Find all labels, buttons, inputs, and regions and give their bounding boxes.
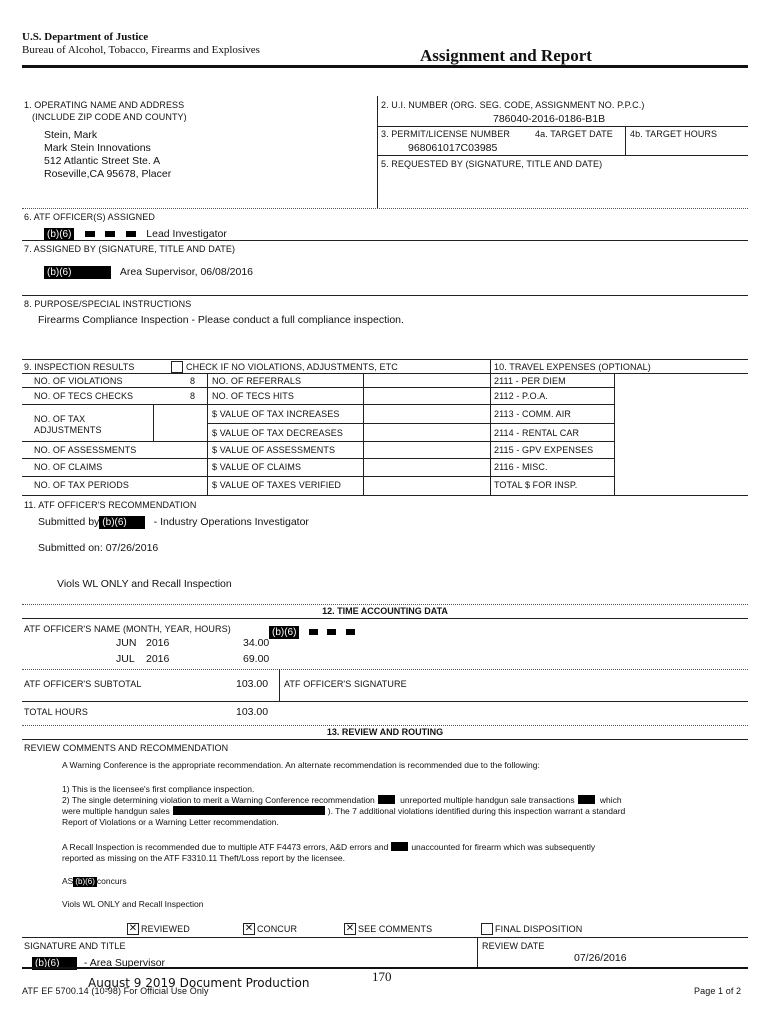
box2-label: 2. U.I. NUMBER (ORG. SEG. CODE, ASSIGNMENT NO. P.P.C.)	[381, 100, 645, 110]
redaction-b6: (b)(6)	[99, 516, 144, 529]
inspection-row-mid: $ VALUE OF TAX INCREASES	[212, 409, 340, 419]
row-rule	[22, 476, 614, 477]
reviewer-title: - Area Supervisor	[83, 957, 166, 969]
row-rule	[22, 240, 748, 241]
col-line	[477, 937, 478, 967]
total-hours-value: 103.00	[236, 706, 269, 718]
assigned-by-value: Area Supervisor, 06/08/2016	[119, 266, 253, 278]
box10-label: 10. TRAVEL EXPENSES (OPTIONAL)	[494, 362, 651, 372]
redaction-b6: (b)(6)	[44, 228, 74, 241]
section-rule	[22, 725, 748, 726]
redaction-mark	[126, 231, 136, 237]
box11-label: 11. ATF OFFICER'S RECOMMENDATION	[24, 500, 197, 510]
as-prefix: AS	[62, 876, 74, 886]
box4a-label: 4a. TARGET DATE	[535, 129, 613, 139]
redaction-mark	[346, 629, 355, 635]
officer-title: Lead Investigator	[146, 228, 227, 240]
review-para1: A Warning Conference is the appropriate recommendation. An alternate recommendation is recommended due to the following:	[62, 760, 540, 770]
travel-row: 2115 - GPV EXPENSES	[494, 445, 594, 455]
time-month: JUN	[116, 637, 137, 649]
final-disposition-label: FINAL DISPOSITION	[495, 924, 583, 934]
subtotal-value: 103.00	[236, 678, 269, 690]
review-item2-text: were multiple handgun sales	[62, 806, 170, 816]
box12-title: 12. TIME ACCOUNTING DATA	[322, 606, 448, 616]
tecs-count: 8	[190, 391, 196, 401]
row-rule	[377, 155, 748, 156]
redaction-mark	[391, 842, 408, 851]
total-hours-label: TOTAL HOURS	[24, 707, 88, 717]
section-rule	[22, 604, 748, 605]
inspection-row-label: NO. OF TAX PERIODS	[34, 480, 129, 490]
department-name: U.S. Department of Justice	[22, 31, 149, 43]
bureau-name: Bureau of Alcohol, Tobacco, Firearms and Explosives	[22, 44, 260, 56]
bates-number: 170	[372, 969, 392, 984]
inspection-row-label: NO. OF TECS CHECKS	[34, 391, 134, 401]
review-para2-line2: reported as missing on the ATF F3310.11 Theft/Loss report by the licensee.	[62, 853, 346, 863]
review-date-label: REVIEW DATE	[482, 941, 545, 951]
redaction-mark	[327, 629, 336, 635]
permit-number: 968061017C03985	[408, 142, 498, 154]
redaction-mark	[173, 806, 325, 815]
review-item2-line3: Report of Violations or a Warning Letter recommendation.	[62, 817, 279, 827]
inspection-row-mid: $ VALUE OF ASSESSMENTS	[212, 445, 336, 455]
row-rule	[207, 423, 614, 424]
submitted-by	[38, 516, 309, 529]
travel-row: TOTAL $ FOR INSP.	[494, 480, 578, 490]
row-rule	[22, 618, 748, 619]
redaction-mark	[378, 795, 395, 804]
no-violations-checkbox[interactable]	[171, 361, 183, 373]
cell-divider	[625, 126, 626, 155]
box4b-label: 4b. TARGET HOURS	[630, 129, 718, 139]
travel-row: 2113 - COMM. AIR	[494, 409, 571, 419]
row-rule	[22, 701, 748, 702]
special-instructions: Firearms Compliance Inspection - Please conduct a full compliance inspection.	[38, 314, 404, 326]
address-line: Mark Stein Innovations	[44, 142, 151, 154]
box8-label: 8. PURPOSE/SPECIAL INSTRUCTIONS	[24, 299, 192, 309]
violations-count: 8	[190, 376, 196, 386]
col-line	[614, 373, 615, 495]
review-para2-text: A Recall Inspection is recommended due to multiple ATF F4473 errors, A&D errors and	[62, 842, 389, 852]
redaction-mark	[105, 231, 115, 237]
box1-label: 1. OPERATING NAME AND ADDRESS	[24, 100, 185, 110]
assigned-by	[44, 262, 253, 280]
review-item2-text: ). The 7 additional violations identified during this inspection warrant a standard	[327, 806, 626, 816]
address-line: Stein, Mark	[44, 129, 98, 141]
row-rule	[22, 495, 748, 496]
address-line: 512 Atlantic Street Ste. A	[44, 155, 161, 167]
row-rule	[22, 404, 614, 405]
redaction-b6: (b)(6)	[75, 877, 95, 886]
section-rule	[22, 208, 748, 209]
section-rule	[22, 669, 748, 670]
form-number: ATF EF 5700.14 (10-98) For Official Use Only	[22, 986, 209, 996]
inspection-row-mid: $ VALUE OF TAX DECREASES	[212, 428, 343, 438]
time-year: 2016	[146, 637, 170, 649]
review-item2-text: which	[599, 795, 622, 805]
as-suffix: concurs	[96, 876, 127, 886]
box9-label: 9. INSPECTION RESULTS	[24, 362, 135, 372]
review-item2	[62, 795, 622, 805]
check-label: CHECK IF NO VIOLATIONS, ADJUSTMENTS, ETC	[186, 362, 398, 372]
page-number: Page 1 of 2	[694, 986, 742, 996]
inspection-row-mid: NO. OF TECS HITS	[212, 391, 294, 401]
inspection-row-mid: $ VALUE OF TAXES VERIFIED	[212, 480, 342, 490]
row-rule	[22, 373, 748, 374]
col-line	[153, 404, 154, 441]
review-comments-label: REVIEW COMMENTS AND RECOMMENDATION	[24, 743, 229, 753]
time-month: JUL	[116, 653, 135, 665]
row-rule	[22, 295, 748, 296]
row-rule	[377, 126, 748, 127]
box3-label: 3. PERMIT/LICENSE NUMBER	[381, 129, 510, 139]
see-comments-checkbox[interactable]: ✕	[345, 923, 355, 934]
inspection-row-label: NO. OF CLAIMS	[34, 462, 103, 472]
signature-title-label: SIGNATURE AND TITLE	[24, 941, 126, 951]
col-line	[490, 359, 491, 495]
production-stamp: August 9 2019 Document Production	[88, 976, 310, 990]
review-date-value: 07/26/2016	[574, 952, 627, 964]
review-item2-text: unreported multiple handgun sale transactions	[400, 795, 575, 805]
travel-row: 2114 - RENTAL CAR	[494, 428, 580, 438]
time-year: 2016	[146, 653, 170, 665]
operating-address	[44, 129, 171, 181]
row-rule	[22, 937, 748, 938]
row-rule	[22, 739, 748, 740]
concur-checkbox[interactable]: ✕	[244, 923, 254, 934]
row-rule	[22, 359, 748, 360]
row-rule	[22, 458, 614, 459]
inspection-row-label: NO. OF VIOLATIONS	[34, 376, 123, 386]
inspection-row-mid: NO. OF REFERRALS	[212, 376, 302, 386]
redaction-mark	[309, 629, 318, 635]
travel-row: 2111 - PER DIEM	[494, 376, 566, 386]
review-para2-text: unaccounted for firearm which was subsequently	[411, 842, 596, 852]
submitted-on: Submitted on: 07/26/2016	[38, 542, 159, 554]
concur-label: CONCUR	[257, 924, 298, 934]
col-line	[279, 669, 280, 701]
redaction-b6: (b)(6)	[32, 957, 77, 970]
officer-name-redaction	[269, 622, 355, 640]
inspection-row-label: NO. OF ASSESSMENTS	[34, 445, 137, 455]
submitted-by-label: Submitted by	[38, 516, 100, 528]
redaction-mark	[85, 231, 95, 237]
redaction-b6: (b)(6)	[44, 266, 111, 279]
final-disposition-checkbox[interactable]	[481, 923, 493, 935]
box13-title: 13. REVIEW AND ROUTING	[326, 727, 444, 737]
final-recommendation: Viols WL ONLY and Recall Inspection	[62, 899, 204, 909]
box5-label: 5. REQUESTED BY (SIGNATURE, TITLE AND DATE)	[381, 159, 603, 169]
officer-recommendation: Viols WL ONLY and Recall Inspection	[57, 578, 232, 590]
inspection-row-mid: $ VALUE OF CLAIMS	[212, 462, 302, 472]
box-divider	[377, 96, 378, 208]
row-rule	[22, 441, 614, 442]
box6-label: 6. ATF OFFICER(S) ASSIGNED	[24, 212, 155, 222]
reviewed-label: REVIEWED	[141, 924, 190, 934]
submitter-title: - Industry Operations Investigator	[153, 516, 309, 528]
inspection-row-label: NO. OF TAX ADJUSTMENTS	[34, 414, 102, 435]
see-comments-label: SEE COMMENTS	[358, 924, 433, 934]
review-item2-line2	[62, 806, 625, 816]
redaction-mark	[578, 795, 595, 804]
row-rule	[22, 387, 614, 388]
box7-label: 7. ASSIGNED BY (SIGNATURE, TITLE AND DATE)	[24, 244, 236, 254]
reviewed-checkbox[interactable]: ✕	[128, 923, 138, 934]
redaction-b6: (b)(6)	[269, 626, 299, 639]
address-line: Roseville,CA 95678, Placer	[44, 168, 172, 180]
time-hours: 34.00	[243, 637, 270, 649]
subtotal-label: ATF OFFICER'S SUBTOTAL	[24, 679, 142, 689]
travel-row: 2116 - MISC.	[494, 462, 548, 472]
time-hours: 69.00	[243, 653, 270, 665]
ui-number: 786040-2016-0186-B1B	[493, 113, 606, 125]
review-item1: 1) This is the licensee's first compliance inspection.	[62, 784, 255, 794]
travel-row: 2112 - P.O.A.	[494, 391, 548, 401]
header-rule	[22, 65, 748, 68]
signature-label: ATF OFFICER'S SIGNATURE	[284, 679, 407, 689]
form-title: Assignment and Report	[420, 46, 592, 65]
box1-sublabel: (INCLUDE ZIP CODE AND COUNTY)	[32, 112, 187, 122]
officer-name-label: ATF OFFICER'S NAME (MONTH, YEAR, HOURS)	[24, 624, 231, 634]
review-para2	[62, 842, 595, 852]
review-item2-text: 2) The single determining violation to merit a Warning Conference recommendation	[62, 795, 375, 805]
as-concurs	[62, 876, 127, 887]
